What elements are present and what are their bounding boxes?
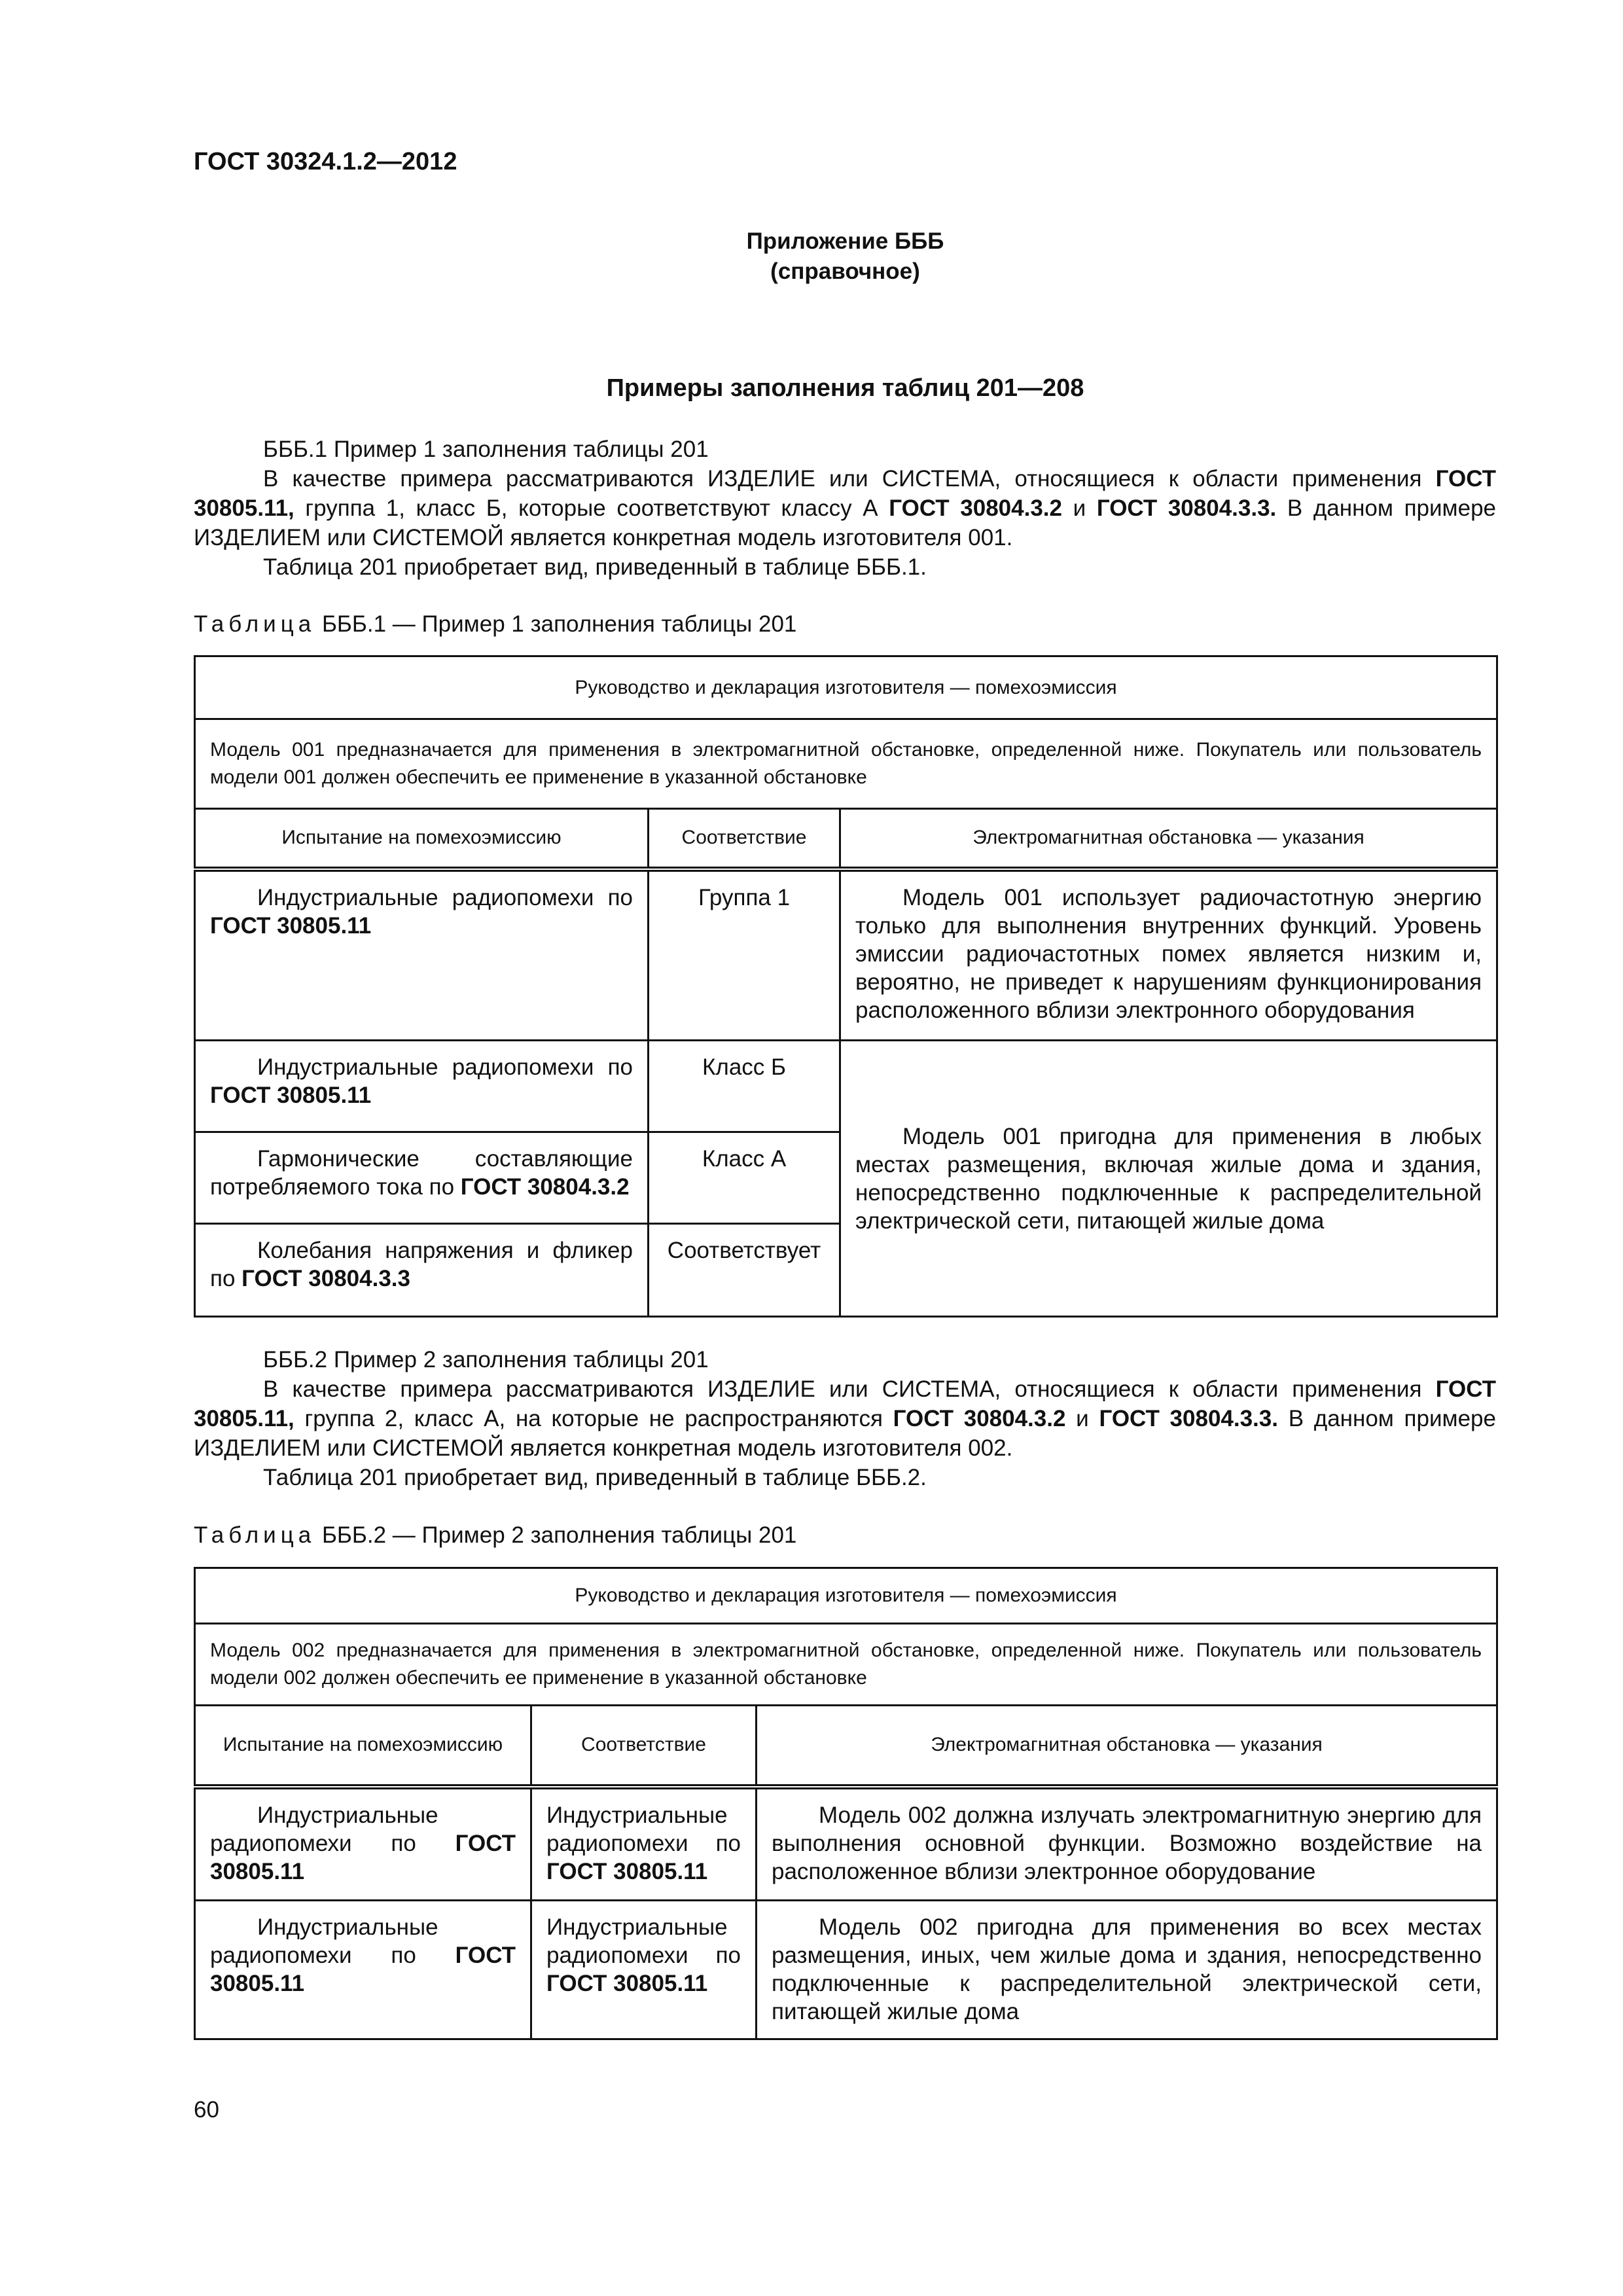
table2-row2-test: Индустриальные радиопомехи по ГОСТ 30805.11 <box>195 1901 531 2039</box>
example1-heading: БББ.1 Пример 1 заполнения таблицы 201 <box>263 437 709 462</box>
table1-row2-test: Индустриальные радиопомехи по ГОСТ 30805.11 <box>195 1041 649 1132</box>
table2-col-test: Испытание на помехоэмиссию <box>195 1706 531 1787</box>
table1-row4-compliance: Соответствует <box>649 1224 840 1317</box>
table1-row2-compliance: Класс Б <box>649 1041 840 1132</box>
appendix-kind: (справочное) <box>770 259 920 284</box>
example1-paragraph: В качестве примера рассматриваются ИЗДЕЛИЕ или СИСТЕМА, относящиеся к области применения ГОСТ 30805.11, группа 1, класс Б, которые соответствуют классу А ГОСТ 30804.3.2 и ГОСТ 30804.3.3. В данном примере ИЗДЕЛИЕМ или СИСТЕМОЙ является конкретная модель изготовителя 001. <box>194 466 1496 550</box>
table2-row1-test: Индустриальные радиопомехи по ГОСТ 30805.11 <box>195 1787 531 1901</box>
example2-heading: БББ.2 Пример 2 заполнения таблицы 201 <box>263 1347 709 1372</box>
table1-col-test: Испытание на помехоэмиссию <box>195 809 649 869</box>
table-row <box>195 1787 1497 1901</box>
table-row <box>195 1041 1497 1132</box>
example1-text <box>194 435 1496 582</box>
table1-note: Модель 001 предназначается для применения в электромагнитной обстановке, определенной ниже. Покупатель или пользователь модели 001 должен обеспечить ее применение в указанной обстановке <box>195 719 1497 809</box>
table1-row1-test: Индустриальные радиопомехи по ГОСТ 30805.11 <box>195 869 649 1041</box>
example2-text <box>194 1345 1496 1492</box>
table2-col-compliance: Соответствие <box>531 1706 757 1787</box>
appendix-heading <box>195 226 1495 287</box>
table2-caption: Таблица БББ.2 — Пример 2 заполнения таблицы 201 <box>194 1522 797 1548</box>
table2-col-environment: Электромагнитная обстановка — указания <box>757 1706 1497 1787</box>
table2 <box>194 1567 1498 2040</box>
table-row <box>195 1901 1497 2039</box>
table1-title: Руководство и декларация изготовителя — помехоэмиссия <box>195 656 1497 719</box>
table-row <box>195 869 1497 1041</box>
table1-merged-environment: Модель 001 пригодна для применения в любых местах размещения, включая жилые дома и здания, непосредственно подключенные к распределительной электрической сети, питающей жилые дома <box>840 1041 1497 1317</box>
table2-row2-environment: Модель 002 пригодна для применения во всех местах размещения, иных, чем жилые дома и здания, непосредственно подключенные к распределительной электрической сети, питающей жилые дома <box>757 1901 1497 2039</box>
table1-row1-environment: Модель 001 использует радиочастотную энергию только для выполнения внутренних функций. Уровень эмиссии радиочастотных помех является низким и, вероятно, не приведет к нарушениям функционирования расположенного вблизи электронного оборудования <box>840 869 1497 1041</box>
table1-row4-test: Колебания напряжения и фликер по ГОСТ 30804.3.3 <box>195 1224 649 1317</box>
example2-paragraph: В качестве примера рассматриваются ИЗДЕЛИЕ или СИСТЕМА, относящиеся к области применения ГОСТ 30805.11, группа 2, класс А, на которые не распространяются ГОСТ 30804.3.2 и ГОСТ 30804.3.3. В данном примере ИЗДЕЛИЕМ или СИСТЕМОЙ является конкретная модель изготовителя 002. <box>194 1376 1496 1461</box>
table1-row1-compliance: Группа 1 <box>649 869 840 1041</box>
appendix-title: Приложение БББ <box>746 228 944 254</box>
table2-row1-environment: Модель 002 должна излучать электромагнитную энергию для выполнения основной функции. Возможно воздействие на расположенное вблизи электронное оборудование <box>757 1787 1497 1901</box>
table1 <box>194 655 1498 1318</box>
example2-table-reference: Таблица 201 приобретает вид, приведенный в таблице БББ.2. <box>263 1465 927 1490</box>
standard-header: ГОСТ 30324.1.2—2012 <box>194 148 457 175</box>
page-number: 60 <box>194 2097 219 2123</box>
table1-row3-test: Гармонические составляющие потребляемого тока по ГОСТ 30804.3.2 <box>195 1132 649 1224</box>
table2-row1-compliance: Индустриальные радиопомехи по ГОСТ 30805.11 <box>531 1787 757 1901</box>
table1-row3-compliance: Класс А <box>649 1132 840 1224</box>
table2-title: Руководство и декларация изготовителя — помехоэмиссия <box>195 1568 1497 1624</box>
table1-caption: Таблица БББ.1 — Пример 1 заполнения таблицы 201 <box>194 611 797 637</box>
table2-row2-compliance: Индустриальные радиопомехи по ГОСТ 30805.11 <box>531 1901 757 2039</box>
section-title: Примеры заполнения таблиц 201—208 <box>606 374 1084 402</box>
table1-col-environment: Электромагнитная обстановка — указания <box>840 809 1497 869</box>
table1-col-compliance: Соответствие <box>649 809 840 869</box>
example1-table-reference: Таблица 201 приобретает вид, приведенный в таблице БББ.1. <box>263 554 927 580</box>
table2-note: Модель 002 предназначается для применения в электромагнитной обстановке, определенной ниже. Покупатель или пользователь модели 002 должен обеспечить ее применение в указанной обстановке <box>195 1624 1497 1706</box>
